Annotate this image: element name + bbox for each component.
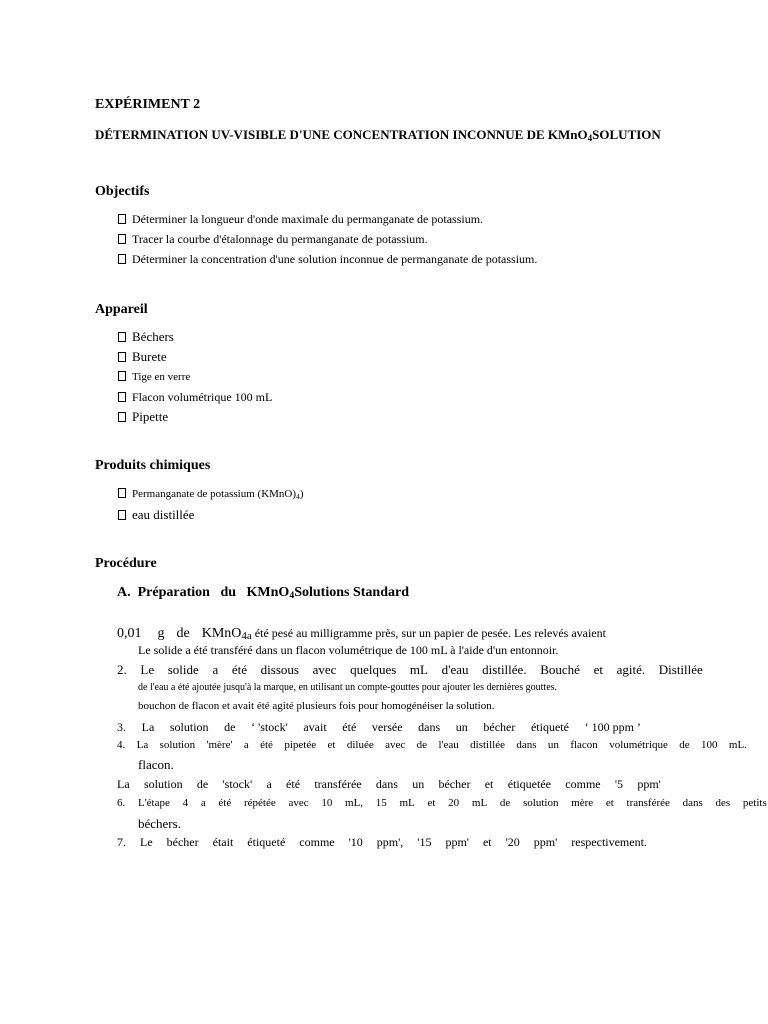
word: 10 [321,797,333,809]
word: étiqueté [530,720,569,734]
list-item: Tige en verre [118,371,190,383]
word: avec [385,739,406,751]
word: bécher [483,720,516,734]
word: ppm' [637,777,661,791]
word: transférée [626,797,670,809]
word: et [593,662,603,677]
checkbox-glyph-icon [118,371,126,381]
step-4 [117,739,747,751]
word: ppm' [533,835,558,849]
experiment-title: EXPÉRIMENT 2 [95,97,201,112]
word: comme [299,835,335,849]
step-2 [117,662,703,678]
step-3 [117,720,641,735]
word: et [605,797,614,809]
step-1-line-2: Le solide a été transféré dans un flacon volumétrique de 100 mL à l'aide d'un entonnoir. [138,643,559,657]
word: de [196,777,209,791]
word: bécher [438,777,471,791]
list-item: Permanganate de potassium $(KMnO)_4$) [118,488,304,500]
word: solution [523,797,559,809]
word: La [141,720,155,734]
list-item: Béchers [118,329,174,345]
word: '15 [417,835,432,849]
list-item: Flacon volumétrique 100 mL [118,390,272,405]
word: distillée [470,739,505,751]
word: et [327,739,336,751]
word: été [231,662,248,677]
word: étiquetée [507,777,551,791]
word: était [212,835,234,849]
word: avec [312,662,337,677]
word: distillée. [482,662,527,677]
list-item: Pipette [118,409,168,425]
word: dans [418,720,441,734]
word: des [715,797,731,809]
word: solution [143,777,183,791]
word: été [260,739,273,751]
step-2-line-3: bouchon de flacon et avait été agité plusieurs fois pour homogénéiser la solution. [138,700,495,712]
word: 6. [117,797,126,809]
step-2-line-2: de l'eau a été ajoutée jusqu'à la marque, en utilisant un compte-gouttes pour ajouter les dernières gouttes. [138,682,558,693]
word: mL [399,797,415,809]
word: mL [409,662,428,677]
word: '20 [505,835,520,849]
step-4-line-2: flacon. [138,757,174,772]
word: solide [167,662,199,677]
section-a-heading: A. Préparation du KMnO$_4$Solutions Standard [117,585,409,601]
word: 4 [182,797,189,809]
word: solution [159,739,196,751]
word: comme [565,777,601,791]
word: été [286,777,301,791]
word: un [547,739,559,751]
chemicals-heading: Produits chimiques [95,458,211,473]
word: agité. [616,662,646,677]
word: mL. [728,739,747,751]
word: un [412,777,425,791]
word: 'stock' [222,777,253,791]
word: et [427,797,436,809]
word: transférée [314,777,362,791]
word: avait [303,720,327,734]
word: mL, [345,797,364,809]
word: été [218,797,232,809]
word: l'eau [438,739,459,751]
word: ‘ 100 ppm ’ [584,720,641,734]
word: a [212,662,219,677]
checkbox-glyph-icon [118,352,126,362]
word: mL [471,797,488,809]
word: Distillée [658,662,703,677]
word: étiqueté [247,835,286,849]
list-item: Déterminer la concentration d'une solution inconnue de permanganate de potassium. [118,252,537,267]
word: quelques [350,662,397,677]
checkbox-glyph-icon [118,510,126,520]
checkbox-glyph-icon [118,392,126,402]
word: dans [516,739,537,751]
word: '10 [348,835,363,849]
word: 4. [117,739,126,751]
list-item: Tracer la courbe d'étalonnage du permanganate de potassium. [118,232,428,247]
list-item: Déterminer la longueur d'onde maximale du permanganate de potassium. [118,212,483,227]
word: 'mère' [206,739,233,751]
checkbox-glyph-icon [118,488,126,498]
word: répétée [243,797,276,809]
word: La [117,777,130,791]
word: diluée [346,739,374,751]
step-6-line-2: béchers. [138,816,181,831]
word: dans [375,777,398,791]
word: avec [288,797,309,809]
word: 7. [117,835,126,849]
word: flacon [570,739,598,751]
step-1: 0,01 g de KMnO$_{4a}$ été pesé au milligramme près, sur un papier de pesée. Les relevés avaient [117,626,606,642]
word: dans [682,797,703,809]
word: a [266,777,272,791]
word: 20 [448,797,460,809]
checkbox-glyph-icon [118,254,126,264]
experiment-subtitle: DÉTERMINATION UV-VISIBLE D'UNE CONCENTRATION INCONNUE DE KMnO$_4$SOLUTION [95,127,661,143]
word: 2. [117,662,127,677]
word: de [224,720,236,734]
word: ‘ 'stock' [251,720,288,734]
word: mère [571,797,594,809]
checkbox-glyph-icon [118,332,126,342]
step-6 [117,797,767,809]
word: Le [140,662,155,677]
word: ppm' [445,835,469,849]
word: 3. [117,720,126,734]
word: de [416,739,428,751]
word: 15 [375,797,387,809]
checkbox-glyph-icon [118,412,126,422]
word: respectivement. [571,835,647,849]
word: bécher [166,835,199,849]
checkbox-glyph-icon [118,234,126,244]
word: un [455,720,468,734]
word: Bouché [540,662,580,677]
step-5 [117,777,661,792]
list-item: Burete [118,349,167,365]
word: a [243,739,249,751]
word: a [200,797,206,809]
word: La [136,739,149,751]
word: '5 [614,777,624,791]
procedure-heading: Procédure [95,556,157,571]
checkbox-glyph-icon [118,214,126,224]
word: petits [742,797,767,809]
word: ppm', [376,835,404,849]
word: été [342,720,357,734]
word: volumétrique [609,739,668,751]
word: pipetée [284,739,317,751]
word: dissous [260,662,299,677]
word: 100 [701,739,718,751]
word: de [679,739,690,751]
list-item: eau distillée [118,507,194,523]
word: et [482,835,492,849]
step-7 [117,835,647,850]
objectives-heading: Objectifs [95,184,150,199]
word: et [484,777,494,791]
apparatus-heading: Appareil [95,302,148,317]
word: d'eau [441,662,469,677]
word: solution [169,720,209,734]
word: Le [140,835,153,849]
word: de [499,797,511,809]
word: L'étape [137,797,170,809]
word: versée [371,720,403,734]
